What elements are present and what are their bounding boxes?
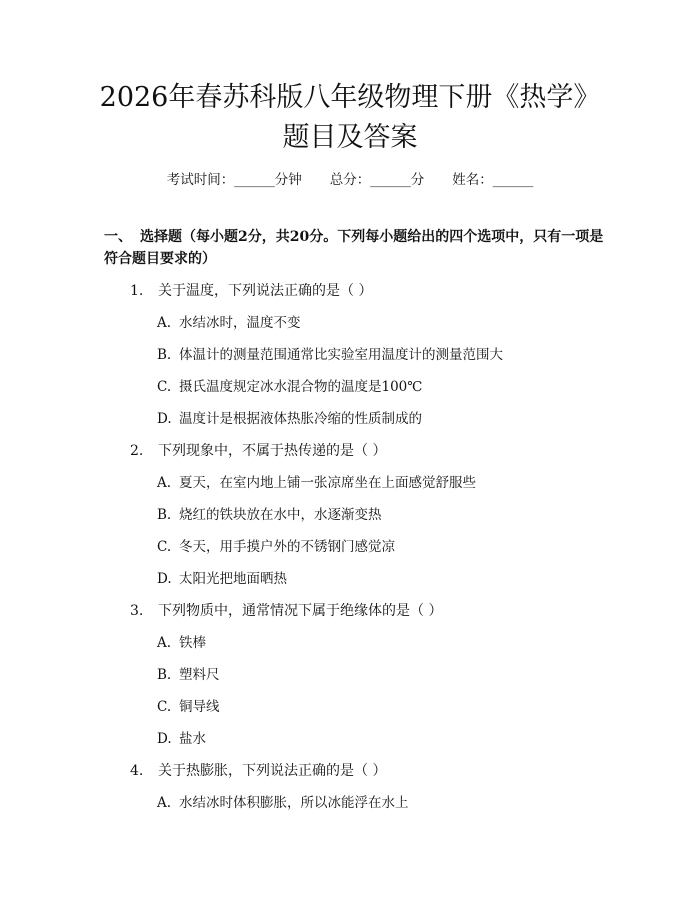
question-text: 下列现象中，不属于热传递的是（ ） [158, 443, 387, 459]
question-4 [130, 761, 386, 781]
question-text: 关于热膨胀，下列说法正确的是（ ） [158, 763, 387, 779]
option-item [157, 729, 206, 749]
option-text: 冬天，用手摸户外的不锈钢门感觉凉 [179, 539, 395, 555]
option-item [157, 313, 301, 333]
option-text: 盐水 [179, 731, 206, 747]
option-text: 铁棒 [179, 635, 206, 651]
option-label: A. [157, 635, 172, 651]
option-label: D. [157, 571, 172, 587]
option-label: D. [157, 731, 172, 747]
option-text: 体温计的测量范围通常比实验室用温度计的测量范围大 [179, 347, 503, 363]
question-1 [130, 281, 372, 301]
option-label: D. [157, 411, 172, 427]
question-3 [130, 601, 442, 621]
option-label: A. [157, 795, 172, 811]
option-item [157, 409, 422, 429]
option-label: B. [157, 507, 172, 523]
option-item [157, 793, 409, 813]
total-score-label: 总分：______分 [329, 172, 425, 188]
option-item [157, 633, 206, 653]
section-number: 一、 [104, 229, 132, 245]
question-number: 2. [130, 443, 144, 459]
option-text: 太阳光把地面晒热 [179, 571, 287, 587]
question-text: 下列物质中，通常情况下属于绝缘体的是（ ） [158, 603, 443, 619]
option-label: B. [157, 347, 172, 363]
option-text: 摄氏温度规定冰水混合物的温度是100℃ [179, 379, 423, 395]
question-number: 3. [130, 603, 144, 619]
option-item [157, 345, 503, 365]
question-text: 关于温度，下列说法正确的是（ ） [158, 283, 373, 299]
option-label: A. [157, 315, 172, 331]
option-item [157, 537, 395, 557]
option-item [157, 377, 422, 397]
option-item [157, 569, 287, 589]
question-number: 4. [130, 763, 144, 779]
option-item [157, 665, 220, 685]
option-text: 烧红的铁块放在水中，水逐渐变热 [179, 507, 382, 523]
option-text: 夏天，在室内地上铺一张凉席坐在上面感觉舒服些 [179, 475, 476, 491]
option-label: C. [157, 539, 172, 555]
option-text: 温度计是根据液体热胀冷缩的性质制成的 [179, 411, 422, 427]
option-item [157, 505, 382, 525]
option-text: 水结冰时体积膨胀，所以冰能浮在水上 [179, 795, 409, 811]
option-item [157, 473, 476, 493]
option-label: A. [157, 475, 172, 491]
option-label: C. [157, 379, 172, 395]
student-name-label: 姓名：______ [452, 172, 534, 188]
section-heading [104, 226, 604, 270]
exam-meta [0, 168, 700, 188]
option-text: 铜导线 [179, 699, 220, 715]
option-label: B. [157, 667, 172, 683]
question-number: 1. [130, 283, 144, 299]
exam-time-label: 考试时间：______分钟 [166, 172, 302, 188]
option-item [157, 697, 220, 717]
section-heading-text: 选择题（每小题2分，共20分。下列每小题给出的四个选项中，只有一项是符合题目要求的） [104, 229, 604, 267]
option-text: 水结冰时，温度不变 [179, 315, 301, 331]
option-label: C. [157, 699, 172, 715]
question-2 [130, 441, 386, 461]
option-text: 塑料尺 [179, 667, 220, 683]
document-title: 2026年春苏科版八年级物理下册《热学》题目及答案 [99, 82, 601, 153]
